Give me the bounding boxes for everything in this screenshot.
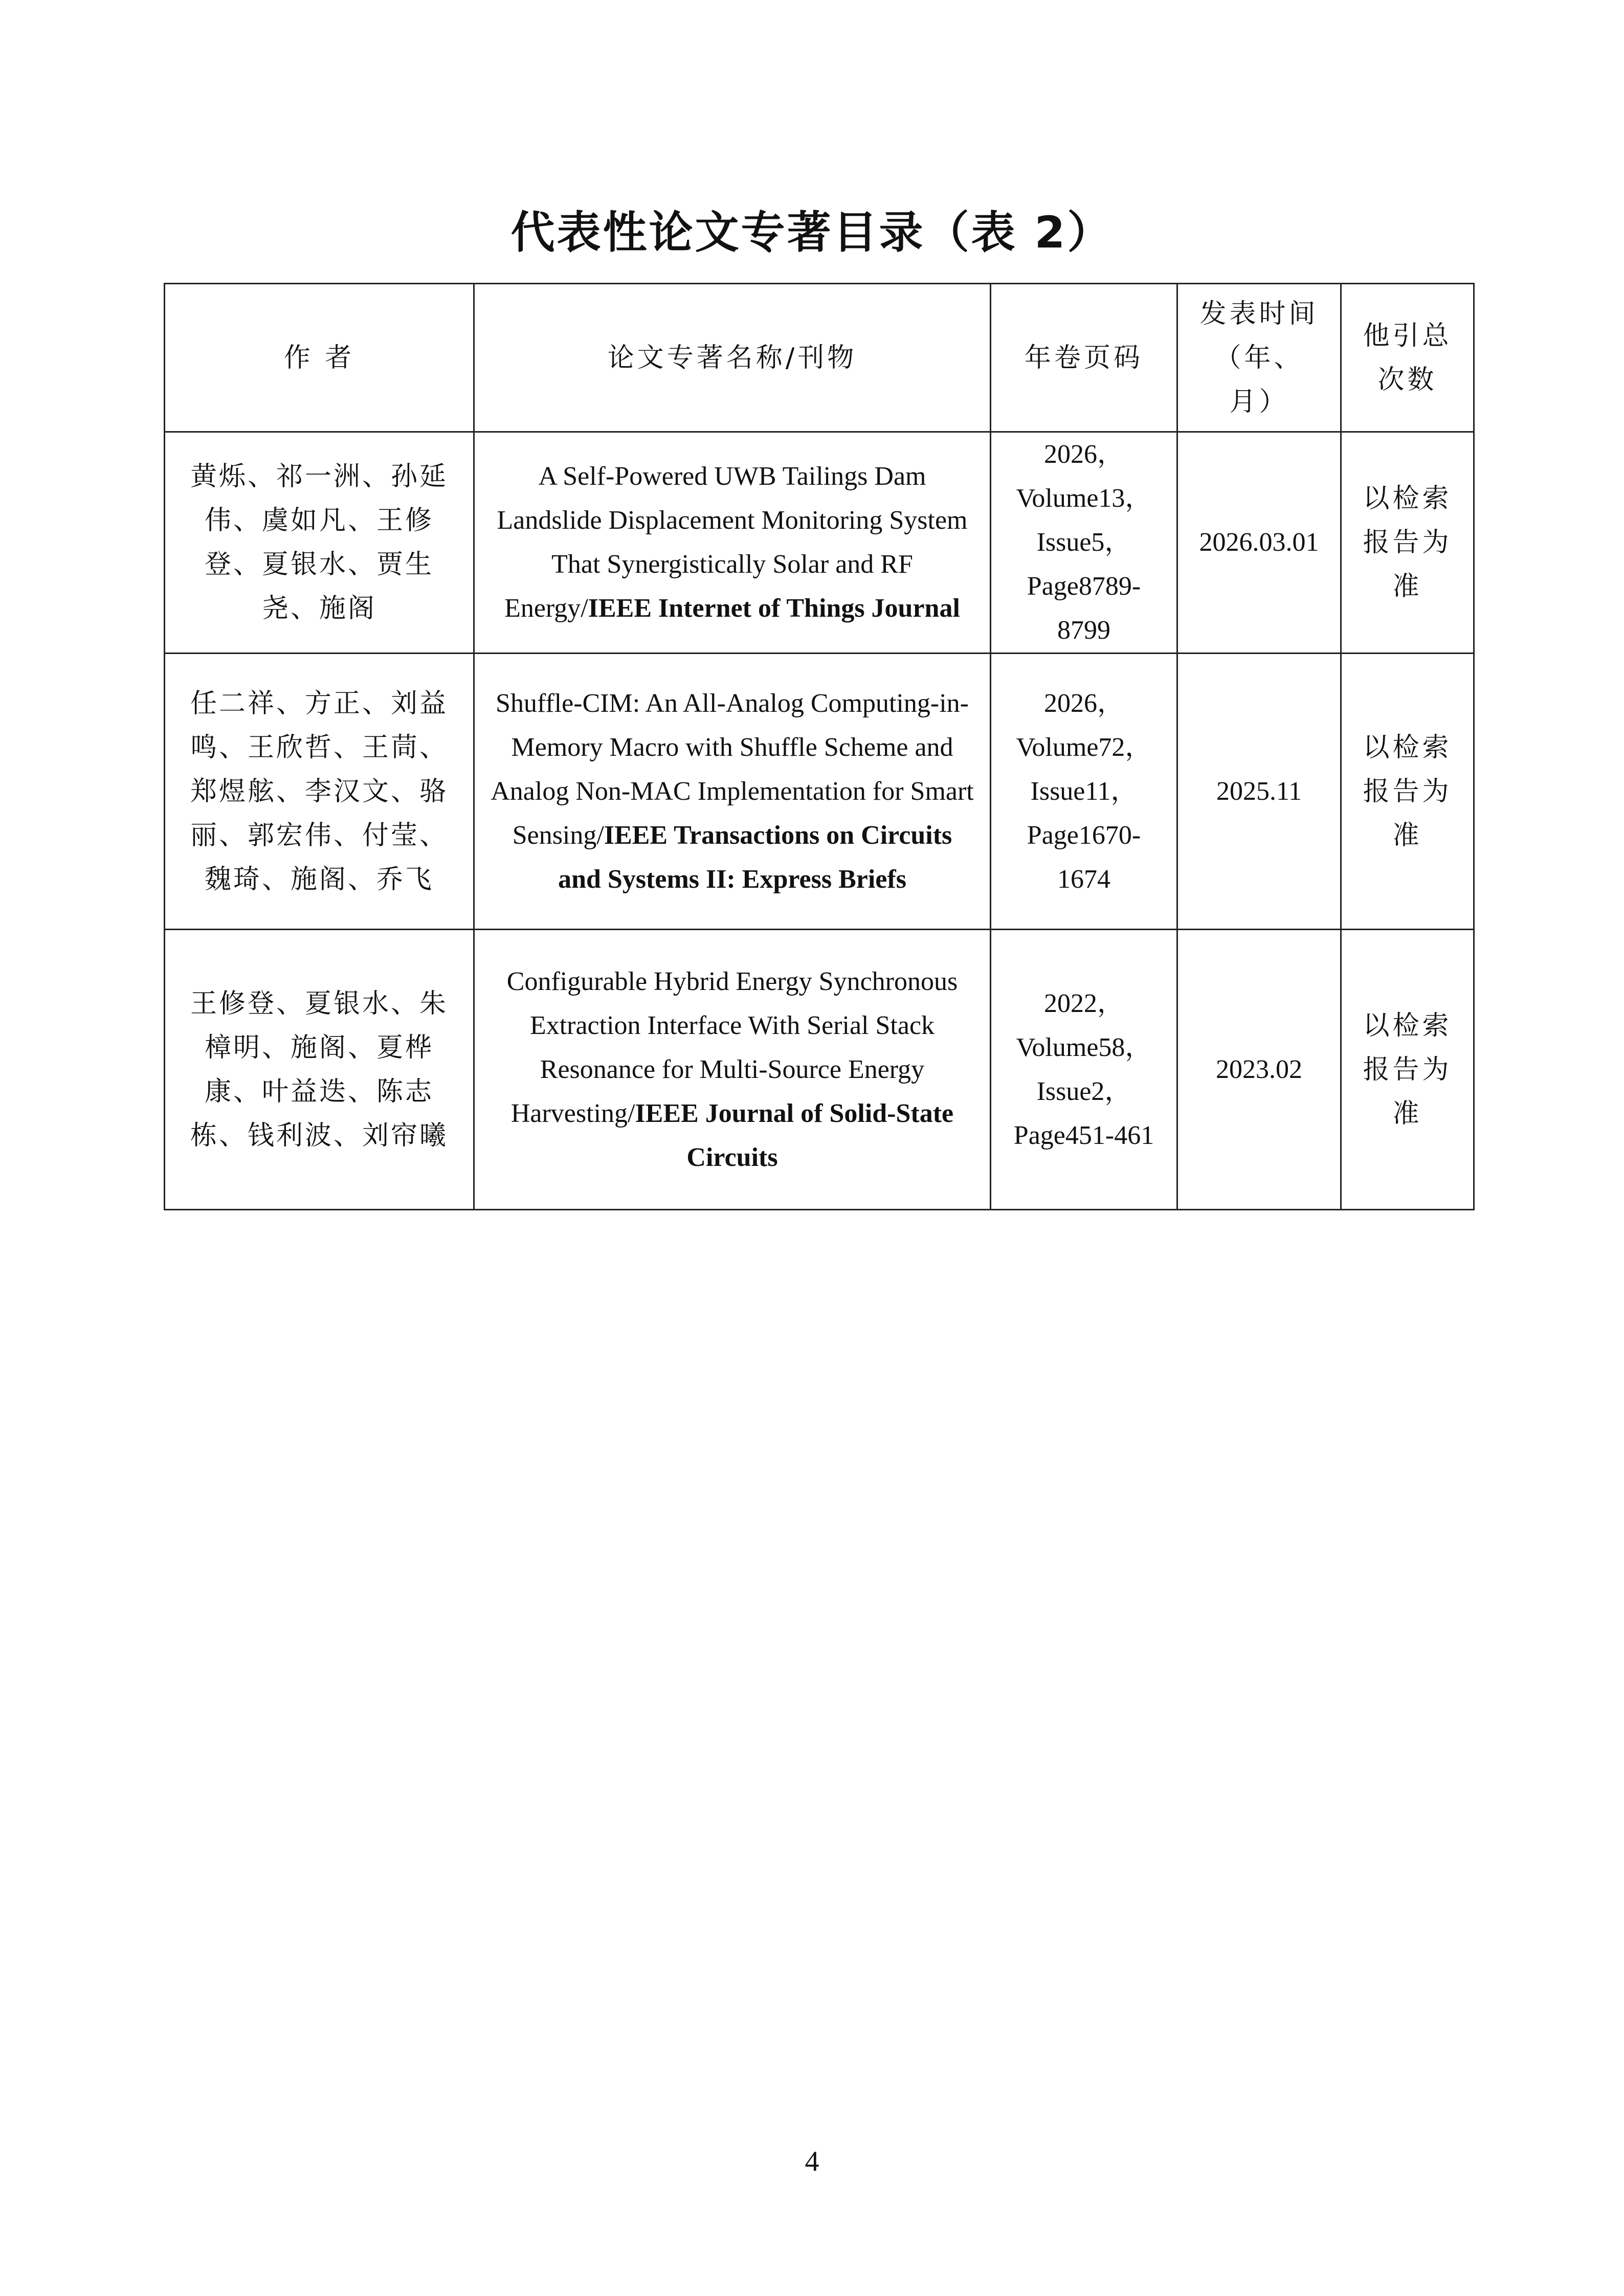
- journal-name: IEEE Journal of Solid-State Circuits: [635, 1098, 954, 1172]
- date-cell: 2023.02: [1177, 930, 1341, 1210]
- table-row: [165, 654, 1474, 930]
- paper-title: A Self-Powered UWB Tailings Dam Landslide Displacement Monitoring System That Synergistically Solar and RF Energy/: [497, 462, 968, 623]
- citations-cell: 以检索报告为准: [1341, 930, 1474, 1210]
- date-cell: 2025.11: [1177, 654, 1341, 930]
- header-citations: 他引总次数: [1341, 284, 1474, 432]
- date-cell: 2026.03.01: [1177, 432, 1341, 654]
- header-published: 发表时间（年、月）: [1177, 284, 1341, 432]
- header-authors: 作 者: [165, 284, 474, 432]
- page-title: 代表性论文专著目录（表 2）: [510, 207, 1114, 258]
- journal-name: IEEE Internet of Things Journal: [588, 594, 960, 623]
- authors-cell: 任二祥、方正、刘益鸣、王欣哲、王茼、郑煜舷、李汉文、骆丽、郭宏伟、付莹、魏琦、施阁、乔飞: [165, 654, 474, 930]
- paper-cell: [474, 432, 991, 654]
- volume-cell: 2026，Volume72，Issue11，Page1670-1674: [991, 654, 1177, 930]
- header-volume: 年卷页码: [991, 284, 1177, 432]
- authors-cell: 黄烁、祁一洲、孙延伟、虞如凡、王修登、夏银水、贾生尧、施阁: [165, 432, 474, 654]
- paper-cell: [474, 654, 991, 930]
- paper-title: Shuffle-CIM: An All-Analog Computing-in-Memory Macro with Shuffle Scheme and Analog Non-MAC Implementation for Smart Sensing/: [491, 688, 974, 850]
- table-header-row: [165, 284, 1474, 432]
- authors-cell: 王修登、夏银水、朱樟明、施阁、夏桦康、叶益迭、陈志栋、钱利波、刘帘曦: [165, 930, 474, 1210]
- citations-cell: 以检索报告为准: [1341, 432, 1474, 654]
- table-row: [165, 432, 1474, 654]
- paper-cell: [474, 930, 991, 1210]
- citations-cell: 以检索报告为准: [1341, 654, 1474, 930]
- journal-name: IEEE Transactions on Circuits and Systems II: Express Briefs: [558, 820, 952, 894]
- header-paper: 论文专著名称/刊物: [474, 284, 991, 432]
- paper-title: Configurable Hybrid Energy Synchronous Extraction Interface With Serial Stack Resonance for Multi-Source Energy Harvesting/: [506, 966, 958, 1128]
- table-row: [165, 930, 1474, 1210]
- volume-cell: 2026，Volume13，Issue5，Page8789-8799: [991, 432, 1177, 654]
- volume-cell: 2022，Volume58，Issue2，Page451-461: [991, 930, 1177, 1210]
- page-number: 4: [805, 2146, 819, 2177]
- papers-table: [164, 283, 1475, 1210]
